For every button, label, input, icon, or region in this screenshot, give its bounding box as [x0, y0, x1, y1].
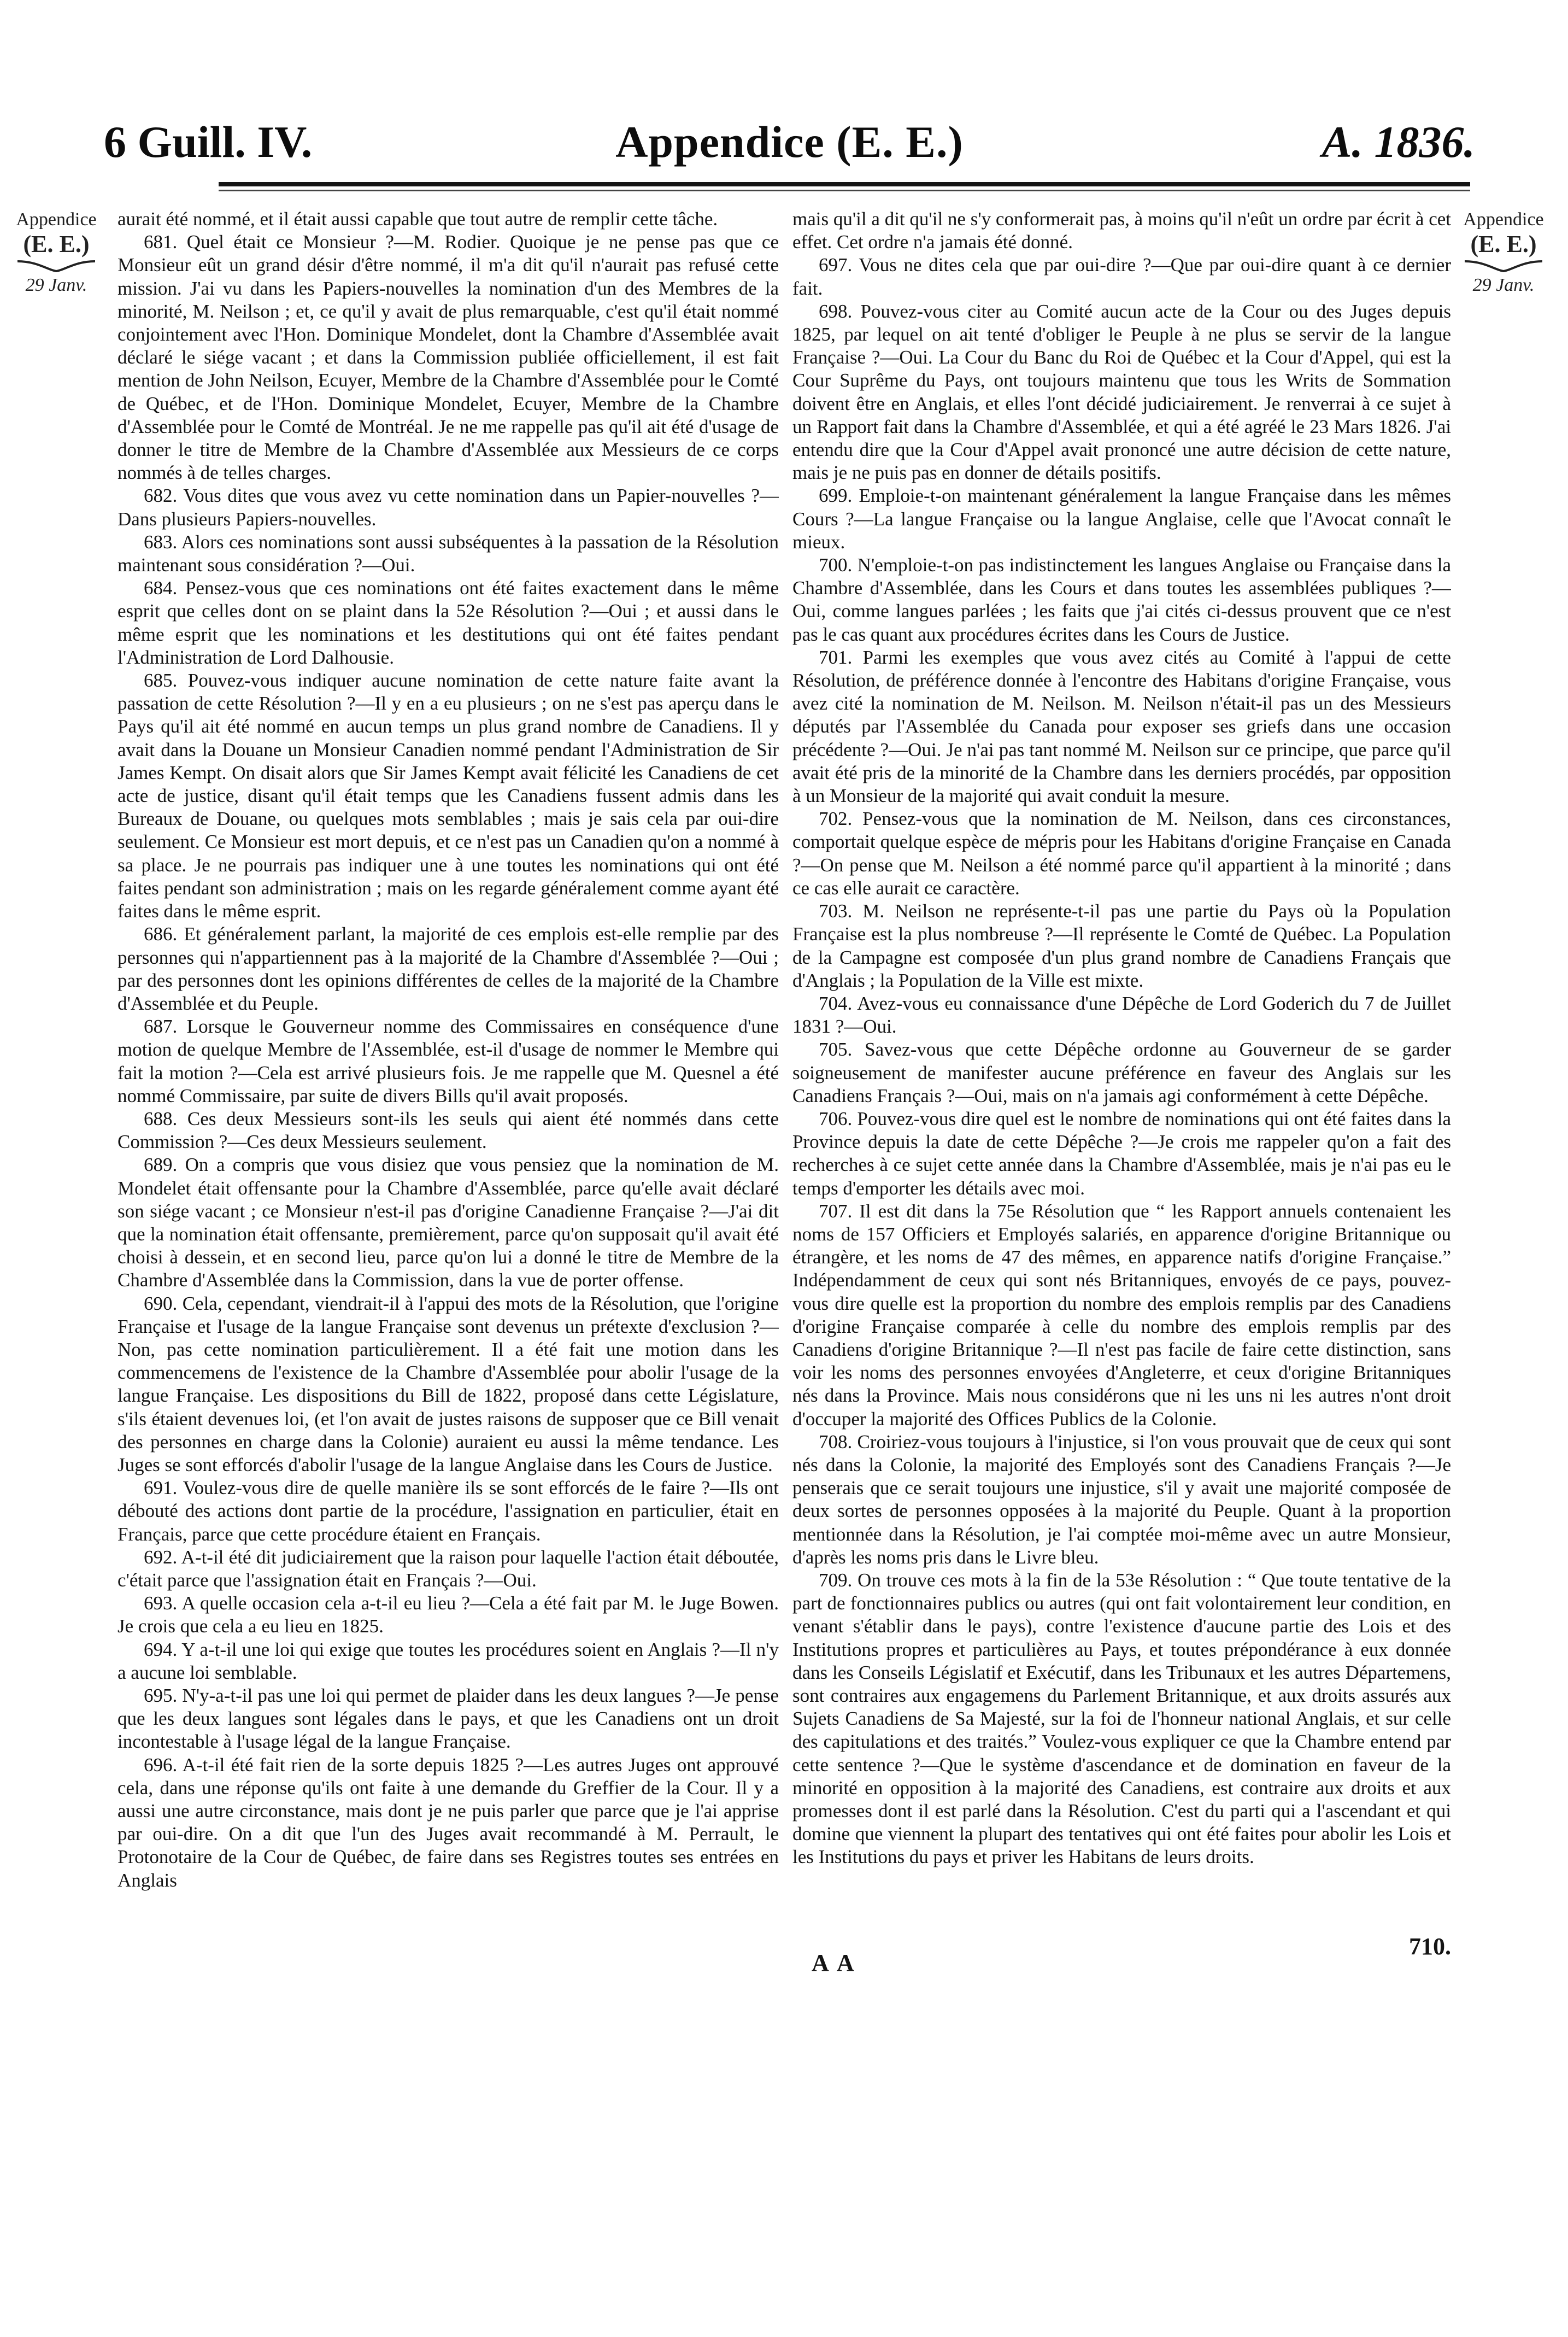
page-title: Appendice (E. E.)	[615, 117, 964, 167]
paragraph: 688. Ces deux Messieurs sont-ils les seuls qui aient été nommés dans cette Commission ?—Ces deux Messieurs seulement.	[118, 1108, 779, 1153]
paragraph: 708. Croiriez-vous toujours à l'injustice, si l'on vous prouvait que de ceux qui sont nés dans la Colonie, la majorité des Employés sont des Canadiens Français ?—Je penserais que ce serait toujours une injustice, s'il y avait une majorité composée de deux sortes de personnes opposées à la majorité du Peuple. Quant à la proportion mentionnée dans la Résolution, je l'ai comptée moi-même avec un autre Monsieur, d'après les noms pris dans le Livre bleu.	[792, 1431, 1451, 1568]
signature-mark: A A	[812, 1949, 856, 1976]
running-header	[104, 112, 1475, 178]
page-number: 710.	[1409, 1933, 1451, 1960]
paragraph: mais qu'il a dit qu'il ne s'y conformerait pas, à moins qu'il n'eût un ordre par écrit à cet effet. Cet ordre n'a jamais été donné.	[792, 208, 1451, 253]
paragraph: 689. On a compris que vous disiez que vous pensiez que la nomination de M. Mondelet était offensante pour la Chambre d'Assemblée, parce qu'elle avait déclaré son siége vacant ; ce Monsieur n'est-il pas d'origine Canadienne Française ?—J'ai dit que la nomination était offensante, premièrement, parce qu'on supposait qu'il avait été choisi à dessein, et en second lieu, parce qu'on lui a donné le titre de Membre de la Chambre d'Assemblée dans la Commission, dans la vue de porter offense.	[118, 1154, 779, 1291]
paragraph: 709. On trouve ces mots à la fin de la 53e Résolution : “ Que toute tentative de la part de fonctionnaires publics ou autres (qui ont fait volontairement leur condition, en venant s'établir dans le pays), contre l'existence d'aucune partie des Lois et des Institutions propres et particulières au Pays, et toutes prépondérance à eux donnée dans les Conseils Législatif et Exécutif, dans les Tribunaux et les autres Départemens, sont contraires aux engagemens du Parlement Britannique, et aux droits assurés aux Sujets Canadiens de Sa Majesté, sur la foi de l'honneur national Anglais, et sur celle des capitulations et des traités.” Voulez-vous expliquer ce que la Chambre entend par cette sentence ?—Que le système d'ascendance et de domination en faveur de la minorité en opposition à la majorité des Canadiens, est contraire aux droits et aux promesses dont il est parlé dans la Résolution. C'est du parti qui a l'ascendant et qui domine que viennent la plupart des tentatives qui ont été faites pour abolir les Lois et les Institutions du pays et priver les Habitans de leurs droits.	[792, 1569, 1451, 1868]
paragraph: 705. Savez-vous que cette Dépêche ordonne au Gouverneur de se garder soigneusement de manifester aucune préférence en faveur des Anglais sur les Canadiens Français ?—Oui, mais on n'a jamais agi conformément à cette Dépêche.	[792, 1039, 1451, 1106]
paragraph: 692. A-t-il été dit judiciairement que la raison pour laquelle l'action était déboutée, c'était parce que l'assignation était en Français ?—Oui.	[118, 1546, 779, 1591]
paragraph: 690. Cela, cependant, viendrait-il à l'appui des mots de la Résolution, que l'origine Française et l'usage de la langue Française sont devenus un prétexte d'exclusion ?—Non, pas cette nomination particulièrement. Il a été fait une motion dans les commencemens de l'existence de la Chambre d'Assemblée pour abolir l'usage de la langue Française. Les dispositions du Bill de 1822, proposé dans cette Législature, s'ils étaient devenues loi, (et l'on avait de justes raisons de supposer que ce Bill venait des personnes en charge dans la Colonie) auraient eu aussi la même tendance. Les Juges se sont efforcés d'abolir l'usage de la langue Anglaise dans les Cours de Justice.	[118, 1292, 779, 1475]
paragraph: aurait été nommé, et il était aussi capable que tout autre de remplir cette tâche.	[118, 208, 718, 230]
paragraph: 697. Vous ne dites cela que par oui-dire ?—Que par oui-dire quant à ce dernier fait.	[792, 254, 1451, 299]
margin-note-date: 29 Janv.	[25, 275, 87, 295]
paragraph: 683. Alors ces nominations sont aussi subséquentes à la passation de la Résolution maintenant sous considération ?—Oui.	[118, 531, 779, 576]
paragraph: 702. Pensez-vous que la nomination de M. Neilson, dans ces circonstances, comportait quelque espèce de mépris pour les Habitans d'origine Française en Canada ?—On pense que M. Neilson a été nommé parce qu'il appartient à la minorité ; dans ce cas elle aurait ce caractère.	[792, 808, 1451, 899]
header-rule	[219, 182, 1470, 186]
brace-ornament-icon	[15, 258, 97, 273]
paragraph: 695. N'y-a-t-il pas une loi qui permet de plaider dans les deux langues ?—Je pense que les deux langues sont légales dans le pays, et que les Canadiens ont un droit incontestable à l'usage légal de la langue Française.	[118, 1685, 779, 1753]
brace-ornament-icon	[1463, 258, 1544, 273]
paragraph: 703. M. Neilson ne représente-t-il pas une partie du Pays où la Population Française est la plus nombreuse ?—Il représente le Comté de Québec. La Population de la Campagne est composée d'un plus grand nombre de Canadiens Français que d'Anglais ; la Population de la Ville est mixte.	[792, 900, 1451, 991]
header-rule-thin	[219, 190, 1470, 191]
paragraph: 699. Emploie-t-on maintenant généralement la langue Française dans les mêmes Cours ?—La langue Française ou la langue Anglaise, celle que l'Avocat connaît le mieux.	[792, 485, 1451, 553]
paragraph: 693. A quelle occasion cela a-t-il eu lieu ?—Cela a été fait par M. le Juge Bowen. Je crois que cela a eu lieu en 1825.	[118, 1592, 779, 1637]
paragraph: 681. Quel était ce Monsieur ?—M. Rodier. Quoique je ne pense pas que ce Monsieur eût un grand désir d'être nommé, il m'a dit qu'il n'aurait pas refusé cette mission. J'ai vu dans les Papiers-nouvelles la nomination d'un des Membres de la minorité, M. Neilson ; et, ce qu'il y avait de plus remarquable, c'est qu'il était nommé conjointement avec l'Hon. Dominique Mondelet, dont la Chambre d'Assemblée avait déclaré le siége vacant ; et dans la Commission publiée officiellement, il est fait mention de John Neilson, Ecuyer, Membre de la Chambre d'Assemblée pour le Comté de Québec, et de l'Hon. Dominique Mondelet, Ecuyer, Membre de la Chambre d'Assemblée pour le Comté de Montréal. Je ne me rappelle pas qu'il ait été d'usage de donner le titre de Membre de la Chambre d'Assemblée aux Messieurs de ce corps nommés à de telles charges.	[118, 231, 779, 484]
paragraph: 707. Il est dit dans la 75e Résolution que “ les Rapport annuels contenaient les noms de 157 Officiers et Employés salariés, en apparence d'origine Britannique ou étrangère, et les noms de 47 des mêmes, en apparence natifs d'origine Française.” Indépendamment de ceux qui sont nés Britanniques, envoyés de ce pays, pouvez-vous dire quelle est la proportion du nombre des emplois remplis par des Canadiens d'origine Française comparée à celle du nombre des emplois remplis par des Canadiens d'origine Britannique ?—Il n'est pas facile de faire cette distinction, sans voir les noms des personnes envoyées d'Angleterre, et ceux d'origine Britanniques nés dans la Province. Mais nous considérons que ni les uns ni les autres n'ont droit d'occuper la majorité des Offices Publics de la Colonie.	[792, 1200, 1451, 1430]
paragraph: 691. Voulez-vous dire de quelle manière ils se sont efforcés de le faire ?—Ils ont débouté des actions dont partie de la procédure, l'assignation en particulier, était en Français, parce que cette procédure étaient en Français.	[118, 1477, 779, 1545]
paragraph: 684. Pensez-vous que ces nominations ont été faites exactement dans le même esprit que celles dont on se plaint dans la 52e Résolution ?—Oui ; et aussi dans le même esprit que les nominations et les destitutions qui ont été faites pendant l'Administration de Lord Dalhousie.	[118, 577, 779, 668]
text-column-right	[792, 208, 1451, 1946]
margin-note-code: (E. E.)	[23, 231, 90, 257]
text-column-left	[118, 208, 779, 1946]
margin-note-label: Appendice	[16, 209, 97, 230]
paragraph: 700. N'emploie-t-on pas indistinctement les langues Anglaise ou Française dans la Chambre d'Assemblée, dans les Cours et dans toutes les assemblées publiques ?—Oui, comme langues parlées ; les faits que j'ai cités ci-dessus prouvent que ce n'est pas le cas quant aux procédures écrites dans les Cours de Justice.	[792, 554, 1451, 645]
paragraph: 687. Lorsque le Gouverneur nomme des Commissaires en conséquence d'une motion de quelque Membre de l'Assemblée, est-il d'usage de nommer le Membre qui fait la motion ?—Cela est arrivé plusieurs fois. Je me rappelle que M. Quesnel a été nommé Commissaire, par suite de divers Bills qu'il avait proposés.	[118, 1016, 779, 1106]
margin-note-left	[4, 209, 108, 297]
page-footer	[792, 1932, 1451, 1976]
paragraph: 706. Pouvez-vous dire quel est le nombre de nominations qui ont été faites dans la Province depuis la date de cette Dépêche ?—Je crois me rappeler qu'on a fait des recherches à ce sujet cette année dans la Chambre d'Assemblée, mais je n'ai pas eu le temps d'emporter les détails avec moi.	[792, 1108, 1451, 1199]
paragraph: 694. Y a-t-il une loi qui exige que toutes les procédures soient en Anglais ?—Il n'y a aucune loi semblable.	[118, 1638, 779, 1683]
margin-note-code: (E. E.)	[1470, 231, 1537, 257]
paragraph: 685. Pouvez-vous indiquer aucune nomination de cette nature faite avant la passation de cette Résolution ?—Il y en a eu plusieurs ; on ne s'est pas aperçu dans le Pays qu'il ait été nommé en aucun temps un plus grand nombre de Canadiens. Il y avait dans la Douane un Monsieur Canadien nommé pendant l'Administration de Sir James Kempt. On disait alors que Sir James Kempt avait félicité les Canadiens de cet acte de justice, disant qu'il était temps que les Canadiens fussent admis dans les Bureaux de Douane, ou quelques mots semblables ; mais je sais cela par oui-dire seulement. Ce Monsieur est mort depuis, et ce n'est pas un Canadien qu'on a nommé à sa place. Je ne pourrais pas indiquer une à une toutes les nominations qui ont été faites pendant son administration ; mais on les regarde généralement comme ayant été faites dans le même esprit.	[118, 670, 779, 922]
session-label: 6 Guill. IV.	[104, 117, 313, 167]
paragraph: 704. Avez-vous eu connaissance d'une Dépêche de Lord Goderich du 7 de Juillet 1831 ?—Oui.	[792, 992, 1451, 1038]
paragraph: 701. Parmi les exemples que vous avez cités au Comité à l'appui de cette Résolution, de préférence donnée à l'encontre des Habitans d'origine Française, vous avez cité la nomination de M. Neilson. M. Neilson n'était-il pas un des Messieurs députés par l'Assemblée du Canada pour exposer ses griefs dans une occasion précédente ?—Oui. Je n'ai pas tant nommé M. Neilson sur ce principe, que parce qu'il avait été pris de la minorité de la Chambre dans les derniers procédés, par opposition à un Monsieur de la majorité qui avait conduit la mesure.	[792, 646, 1451, 807]
margin-note-date: 29 Janv.	[1472, 275, 1535, 295]
margin-note-right	[1452, 209, 1555, 297]
paragraph: 682. Vous dites que vous avez vu cette nomination dans un Papier-nouvelles ?—Dans plusieurs Papiers-nouvelles.	[118, 485, 779, 530]
paragraph: 696. A-t-il été fait rien de la sorte depuis 1825 ?—Les autres Juges ont approuvé cela, dans une réponse qu'ils ont faite à une demande du Greffier de la Cour. Il y a aussi une autre circonstance, mais dont je ne puis parler que parce que je l'ai apprise par oui-dire. On a dit que l'un des Juges avait recommandé à M. Perrault, le Protonotaire de la Cour de Québec, de faire dans ses Registres toutes ses entrées en Anglais	[118, 1754, 779, 1891]
margin-note-label: Appendice	[1463, 209, 1544, 230]
paragraph: 686. Et généralement parlant, la majorité de ces emplois est-elle remplie par des personnes qui n'appartiennent pas à la majorité de la Chambre d'Assemblée ?—Oui ; par des personnes dont les opinions différentes de celles de la majorité de la Chambre d'Assemblée et du Peuple.	[118, 923, 779, 1014]
paragraph: 698. Pouvez-vous citer au Comité aucun acte de la Cour ou des Juges depuis 1825, par lequel on ait tenté d'obliger le Peuple à ne plus se servir de la langue Française ?—Oui. La Cour du Banc du Roi de Québec et la Cour d'Appel, qui est la Cour Suprême du Pays, ont toujours maintenu que tous les Writs de Sommation doivent être en Anglais, et elles l'ont décidé judiciairement. Je renverrai à ce sujet à un Rapport fait dans la Chambre d'Assemblée, et qui a été agréé le 23 Mars 1826. J'ai entendu dire que la Cour d'Appel avait prononcé une autre décision de cette nature, mais je ne puis pas en donner de détails positifs.	[792, 300, 1451, 484]
year-label: A. 1836.	[1322, 117, 1475, 167]
